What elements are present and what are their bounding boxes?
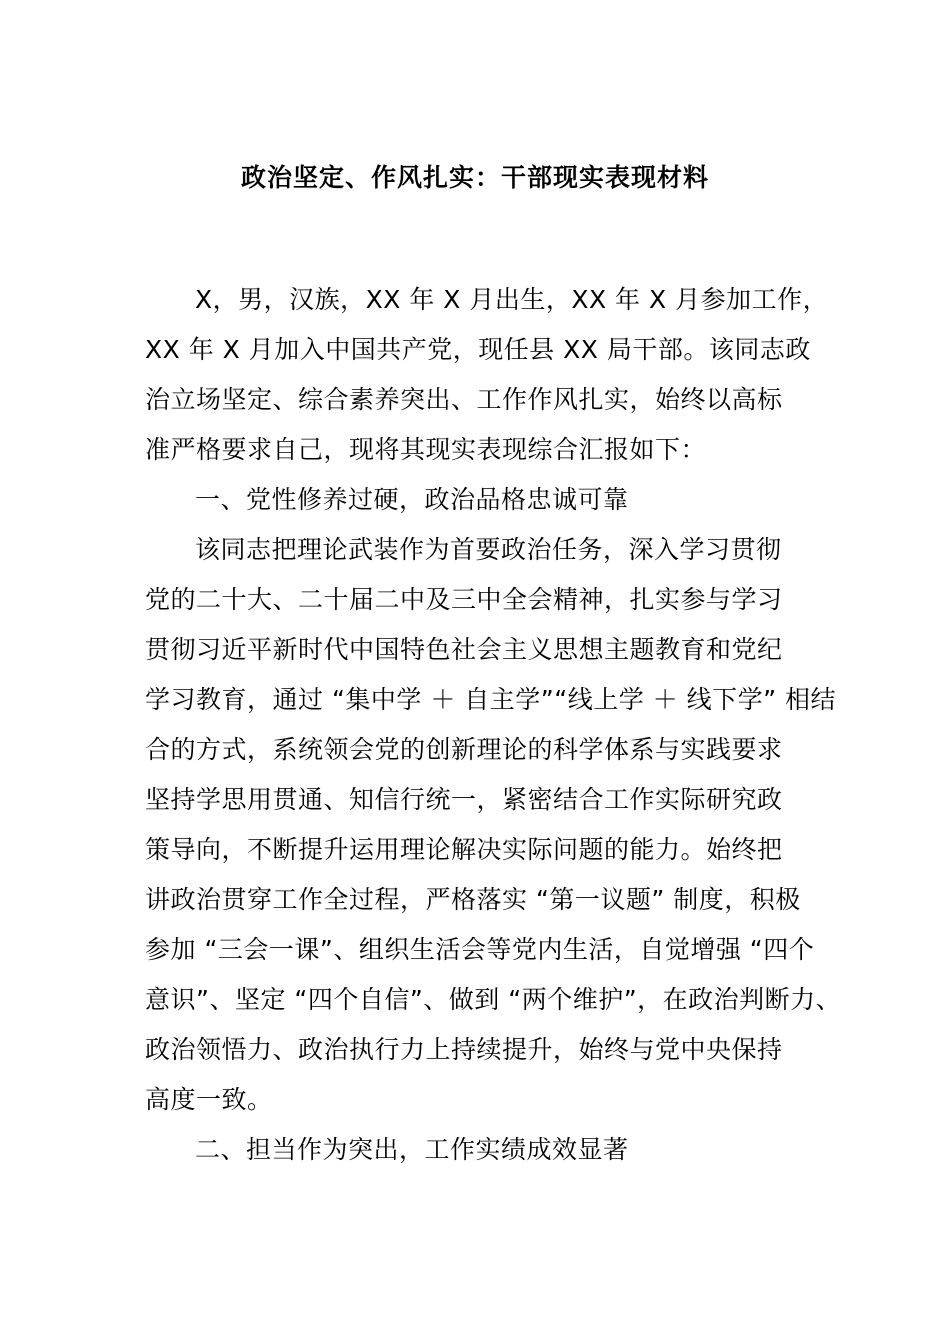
paragraph-line: 党的二十大、二十届二中及三中全会精神，扎实参与学习 [145, 585, 783, 614]
paragraph-line: 策导向，不断提升运用理论解决实际问题的能力。始终把 [145, 835, 783, 864]
paragraph-line: 贯彻习近平新时代中国特色社会主义思想主题教育和党纪 [145, 635, 783, 664]
section-heading-1: 一、党性修养过硬，政治品格忠诚可靠 [195, 485, 629, 514]
paragraph-line: 政治领悟力、政治执行力上持续提升，始终与党中央保持 [145, 1035, 783, 1064]
paragraph-line: 讲政治贯穿工作全过程，严格落实 “第一议题” 制度，积极 [145, 885, 801, 914]
section-heading-2: 二、担当作为突出，工作实绩成效显著 [195, 1135, 629, 1164]
paragraph-line: X，男，汉族，XX 年 X 月出生，XX 年 X 月参加工作， [195, 285, 829, 314]
paragraph-line: XX 年 X 月加入中国共产党，现任县 XX 局干部。该同志政 [145, 335, 811, 364]
paragraph-line: 准严格要求自己，现将其现实表现综合汇报如下： [145, 435, 707, 464]
paragraph-line: 治立场坚定、综合素养突出、工作作风扎实，始终以高标 [145, 385, 783, 414]
paragraph-line: 该同志把理论武装作为首要政治任务，深入学习贯彻 [195, 535, 782, 564]
paragraph-line: 参加 “三会一课”、组织生活会等党内生活，自觉增强 “四个 [145, 935, 815, 964]
document-title: 政治坚定、作风扎实：干部现实表现材料 [240, 163, 709, 192]
paragraph-line: 坚持学思用贯通、知信行统一，紧密结合工作实际研究政 [145, 785, 783, 814]
paragraph-line: 合的方式，系统领会党的创新理论的科学体系与实践要求 [145, 735, 783, 764]
paragraph-line: 学习教育，通过 “集中学 ＋ 自主学”“线上学 ＋ 线下学” 相结 [145, 685, 836, 714]
paragraph-line: 意识”、坚定 “四个自信”、做到 “两个维护”，在政治判断力、 [145, 985, 842, 1014]
paragraph-line: 高度一致。 [145, 1085, 273, 1114]
